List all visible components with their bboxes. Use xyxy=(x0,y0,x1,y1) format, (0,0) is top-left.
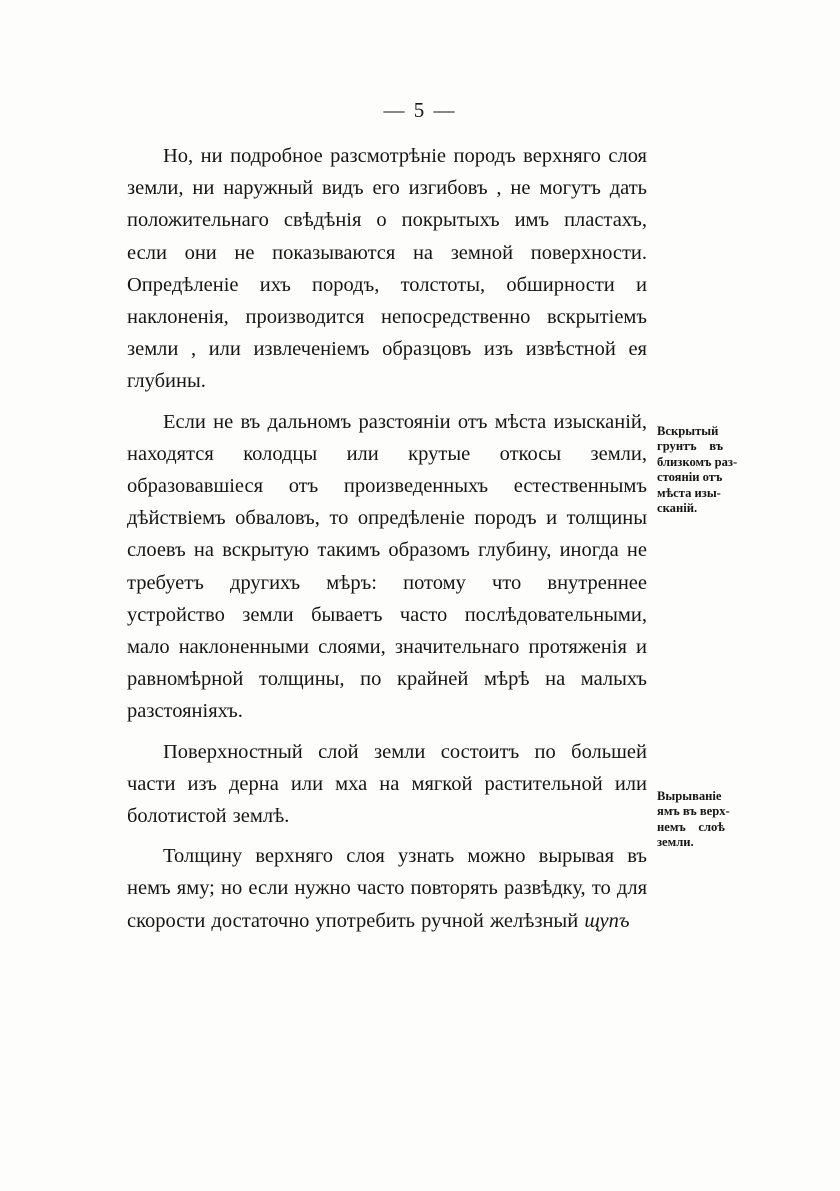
margin-note-line: сканiй. xyxy=(657,501,698,516)
margin-note-line: немъ слоѣ xyxy=(657,819,725,834)
paragraph-4-text: Толщину верхняго слоя узнать можно вырывая въ немъ яму; но если нужно часто повторять развѣдку, то для скорости достаточно употребить ручной желѣзный xyxy=(127,845,647,932)
page-number: — 5 — xyxy=(383,98,457,122)
margin-note-line: земли. xyxy=(657,835,694,850)
margin-note-line: ямъ въ верх- xyxy=(657,804,730,819)
margin-note-second xyxy=(657,789,749,851)
paragraph-3: Поверхностный слой земли состоитъ по большей части изъ дерна или мха на мягкой растительной или болотистой землѣ. xyxy=(127,740,647,828)
paragraph-4 xyxy=(127,840,647,937)
paragraph-4-italic-tail: щупъ xyxy=(584,909,630,932)
paragraph-1: Но, ни подробное разсмотрѣніе породъ верхняго слоя земли, ни наружный видъ его изгибовъ , не могутъ дать положительнаго свѣдѣнія о покрытыхъ имъ пластахъ, если они не показываются на земной поверхности. Опредѣленіе ихъ породъ, толстоты, обширности и наклоненія, производится непосредственно вскрытіемъ земли , или извлеченіемъ образцовъ изъ извѣстной ея глубины. xyxy=(127,145,647,393)
margin-note-line: Вырываніе xyxy=(657,789,722,803)
body-text-column xyxy=(127,140,647,943)
margin-note-line: стоянiи отъ xyxy=(657,470,723,485)
margin-note-line: мѣста изы- xyxy=(657,485,721,500)
margin-note-line: грунтъ въ xyxy=(657,439,724,454)
margin-note-line: Вскрытый xyxy=(657,424,719,438)
margin-note-line: близкомъ раз- xyxy=(657,454,738,469)
margin-note-first xyxy=(657,424,749,516)
paragraph-2: Если не въ дальномъ разстояніи отъ мѣста изысканій, находятся колодцы или крутые откосы земли, образовавшіеся отъ произведенныхъ естественнымъ дѣйствіемъ обваловъ, то опредѣленіе породъ и толщины слоевъ на вскрытую такимъ образомъ глубину, иногда не требуетъ другихъ мѣръ: потому что внутреннее устройство земли бываетъ часто послѣдовательными, мало наклоненными слоями, значительнаго протяженія и равномѣрной толщины, по крайней мѣрѣ на малыхъ разстояніяхъ. xyxy=(127,410,647,723)
